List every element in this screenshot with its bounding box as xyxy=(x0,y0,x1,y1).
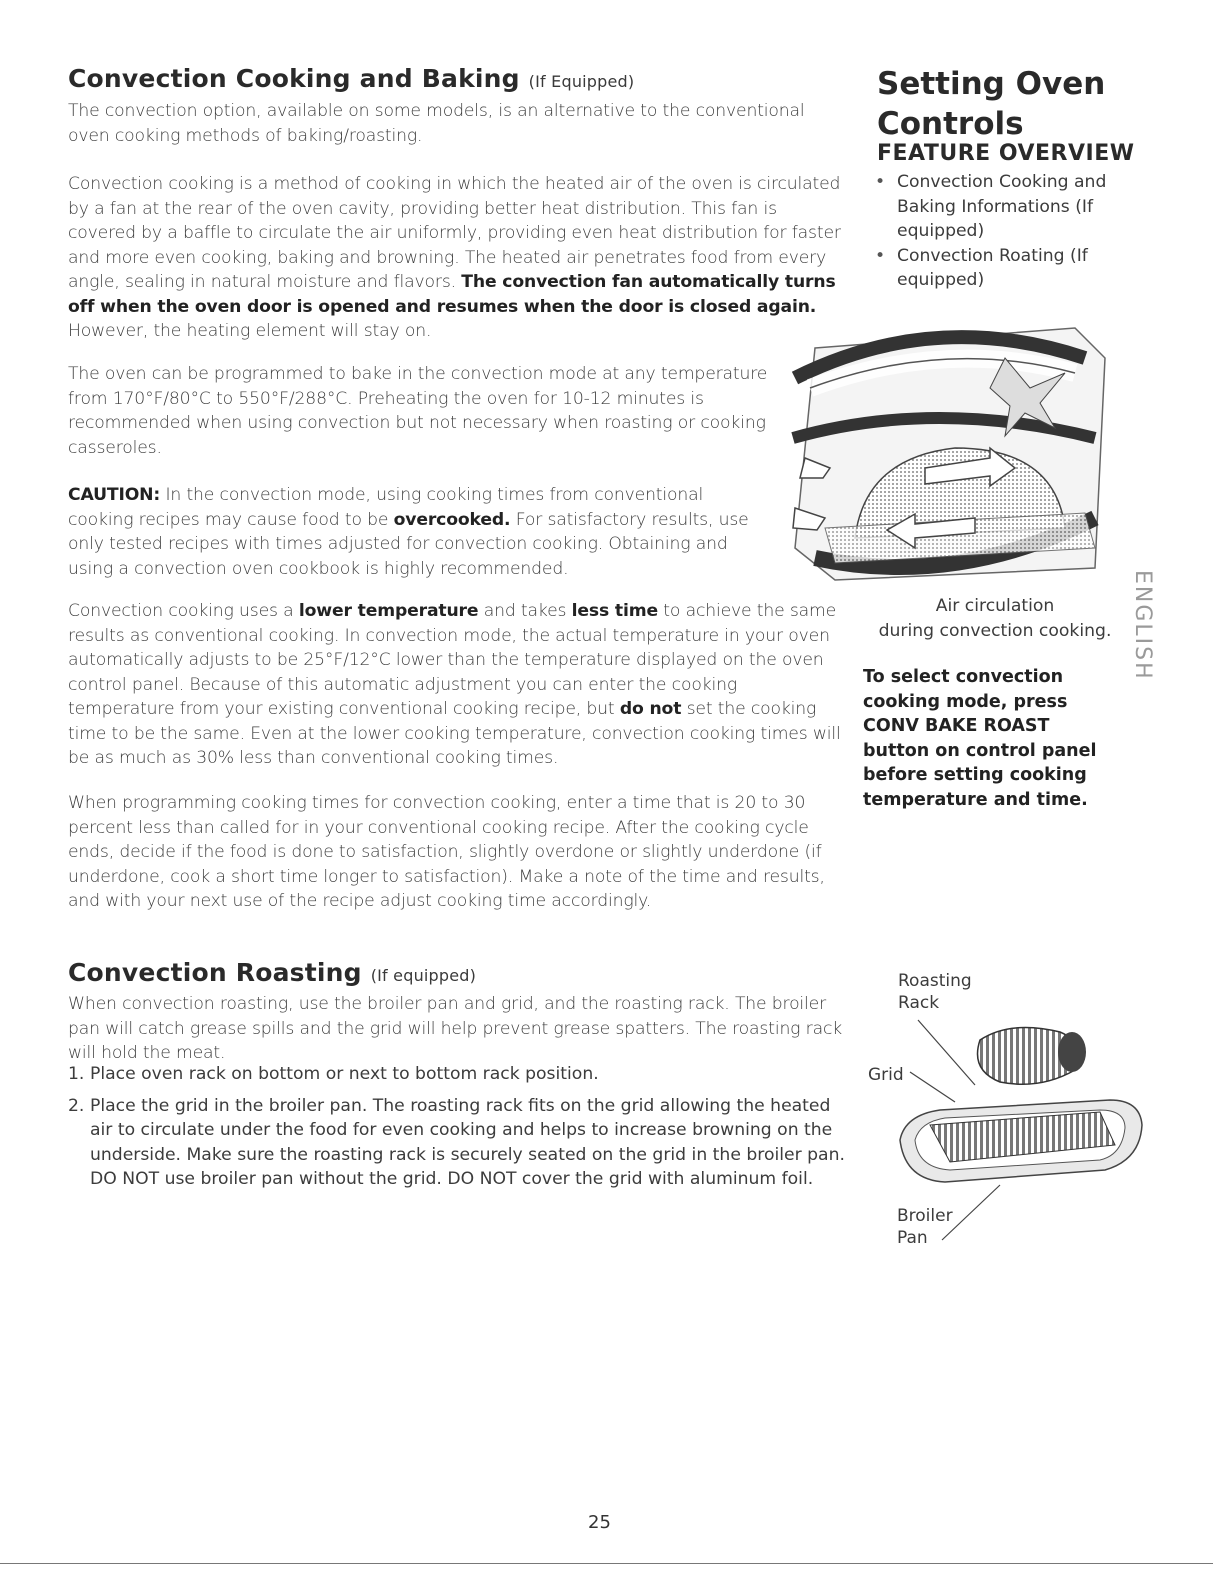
section-title-text: Convection Cooking and Baking xyxy=(68,64,520,93)
language-side-tab: ENGLISH xyxy=(1130,570,1155,681)
rack-label-line2: Rack xyxy=(898,993,940,1013)
roasting-equipment-illustration xyxy=(860,990,1150,1250)
feature-item: • Convection Cooking and Baking Informations (If equipped) xyxy=(867,170,1117,244)
convection-explanation-paragraph xyxy=(68,172,843,344)
lower-temperature-paragraph xyxy=(68,599,843,771)
temperature-range-paragraph: The oven can be programmed to bake in the convection mode at any temperature from 170°F/80°C to 550°F/288°C. Preheating the oven for 10-12 minutes is recommended when using convection but not necessary when roasting or cooking casseroles. xyxy=(68,364,768,458)
grid-label: Grid xyxy=(868,1065,904,1085)
overcooked-warning: overcooked. xyxy=(393,509,511,530)
programming-times-paragraph: When programming cooking times for convection cooking, enter a time that is 20 to 30 percent less than called for in your conventional cooking recipe. After the cooking cycle ends, decide if the food is done to satisfaction, slightly overdone or slightly underdone (if underdone, cook a short time longer to satisfaction). Make a note of the time and results, and with your next use of the recipe adjust cooking time accordingly. xyxy=(68,793,825,911)
text-span: to achieve the same results as conventional cooking. In convection mode, the actual temperature in your oven automatically adjusts to be 25°F/12°C lower than the temperature displayed on the oven control panel. Because of this automatic adjustment you can enter the cooking temperature from your existing conventional cooking recipe, but xyxy=(68,601,837,719)
less-time-emphasis: less time xyxy=(571,601,658,621)
feature-list xyxy=(867,170,1117,293)
roasting-title-text: Convection Roasting xyxy=(68,958,362,987)
broiler-label-line2: Pan xyxy=(897,1228,928,1248)
caution-text-cont: For satisfactory results, use only tested recipes with times adjusted for convection cooking. Obtaining and using a convection oven cookbook is highly recommended. xyxy=(68,509,749,579)
intro-paragraph: The convection option, available on some models, is an alternative to the conventional oven cooking methods of baking/roasting. xyxy=(68,101,805,146)
figure-caption xyxy=(870,594,1120,643)
broiler-label-line1: Broiler xyxy=(897,1206,953,1226)
caption-line1: Air circulation xyxy=(935,596,1055,616)
rack-label-line1: Roasting xyxy=(898,971,972,991)
lower-temperature-emphasis: lower temperature xyxy=(298,601,479,621)
explanation-text: Convection cooking is a method of cooking in which the heated air of the oven is circulated by a fan at the rear of the oven cavity, providing better heat distribution. This fan is covered by a baffle to circulate the air uniformly, providing even heat distribution for faster and more even cooking, baking and browning. The heated air penetrates food from every angle, sealing in natural moisture and flavors. xyxy=(68,174,841,292)
caution-label: CAUTION: xyxy=(68,485,161,505)
text-span: Convection cooking uses a xyxy=(68,601,294,621)
page-number: 25 xyxy=(588,1512,611,1533)
roasting-intro-paragraph: When convection roasting, use the broiler pan and grid, and the roasting rack. The broiler pan will catch grease spills and the grid will help prevent grease spatters. The roasting rack will hold the meat. xyxy=(68,994,843,1063)
heating-element-note: However, the heating element will stay on. xyxy=(68,321,432,341)
setting-title-line2: Controls xyxy=(877,106,1024,142)
section-title-suffix: (If Equipped) xyxy=(528,72,635,91)
roasting-step xyxy=(68,1062,858,1087)
setting-oven-controls-title xyxy=(877,64,1105,144)
text-span: and takes xyxy=(483,601,567,621)
step-number: 1. xyxy=(68,1064,85,1084)
roasting-steps xyxy=(68,1062,858,1199)
caution-text: In the convection mode, using cooking times from conventional cooking recipes may cause food to be xyxy=(68,485,704,530)
step-number: 2. xyxy=(68,1095,85,1116)
setting-title-line1: Setting Oven xyxy=(877,66,1106,102)
caption-line2: during convection cooking. xyxy=(878,620,1112,641)
text-span: set the cooking time to be the same. Even at the lower cooking temperature, convection cooking times will be as much as 30% less than conventional cooking times. xyxy=(68,699,841,768)
section-title-convection-cooking xyxy=(68,64,634,93)
fan-behavior-note: The convection fan automatically turns off when the oven door is opened and resumes when the door is closed again. xyxy=(68,272,836,317)
roasting-title-suffix: (If equipped) xyxy=(370,966,477,985)
feature-item: • Convection Roating (If equipped) xyxy=(867,244,1117,293)
bottom-rule xyxy=(0,1563,1213,1564)
section-title-convection-roasting xyxy=(68,958,476,987)
roasting-step xyxy=(68,1094,858,1192)
step-text: Place the grid in the broiler pan. The roasting rack fits on the grid allowing the heated air to circulate under the food for even cooking and helps to increase browning on the underside. Make sure the roasting rack is securely seated on the grid in the broiler pan. DO NOT use broiler pan without the grid. DO NOT cover the grid with aluminum foil. xyxy=(90,1095,845,1189)
step-text: Place oven rack on bottom or next to bottom rack position. xyxy=(90,1064,599,1084)
select-convection-note: To select convection cooking mode, press CONV BAKE ROAST button on control panel before setting cooking temperature and time. xyxy=(863,667,1097,810)
caution-paragraph xyxy=(68,483,768,581)
do-not-emphasis: do not xyxy=(619,699,682,719)
air-circulation-illustration xyxy=(775,318,1115,586)
feature-overview-title: FEATURE OVERVIEW xyxy=(877,141,1135,166)
